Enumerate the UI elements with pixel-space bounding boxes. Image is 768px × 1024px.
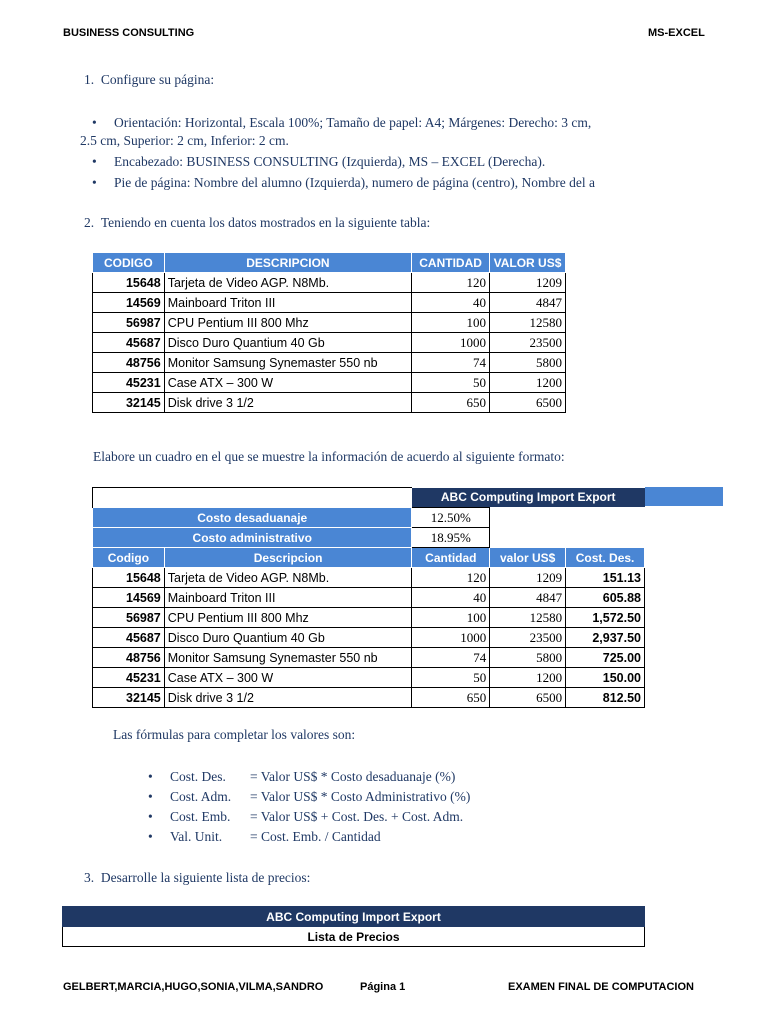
table-row bbox=[93, 393, 566, 413]
cell-valor: 4847 bbox=[490, 588, 566, 608]
formula-item bbox=[148, 769, 455, 785]
col-cost-des: Cost. Des. bbox=[566, 548, 645, 568]
cell-descripcion: Case ATX – 300 W bbox=[164, 373, 411, 393]
col-descripcion: Descripcion bbox=[164, 548, 412, 568]
bullet-footer: • Pie de página: Nombre del alumno (Izquierda), numero de página (centro), Nombre del a bbox=[92, 175, 595, 190]
cell-descripcion: CPU Pentium III 800 Mhz bbox=[164, 608, 412, 628]
col-valor: VALOR US$ bbox=[490, 253, 566, 273]
header-right: MS-EXCEL bbox=[648, 27, 705, 39]
cell-cantidad: 100 bbox=[412, 608, 490, 628]
cell-codigo: 45231 bbox=[93, 373, 165, 393]
table-row bbox=[93, 353, 566, 373]
cell-codigo: 14569 bbox=[93, 588, 165, 608]
formula-item bbox=[148, 829, 381, 845]
item-1 bbox=[84, 72, 214, 88]
cell-descripcion: Mainboard Triton III bbox=[164, 588, 412, 608]
item-2 bbox=[84, 215, 430, 231]
cell-codigo: 45687 bbox=[93, 333, 165, 353]
table-row bbox=[93, 648, 645, 668]
cell-cost-des: 725.00 bbox=[566, 648, 645, 668]
cell-cost-des: 151.13 bbox=[566, 568, 645, 588]
price-list-title: ABC Computing Import Export bbox=[63, 907, 645, 927]
cell-descripcion: Disk drive 3 1/2 bbox=[164, 688, 412, 708]
bullet-icon: • bbox=[92, 154, 97, 169]
cell-codigo: 48756 bbox=[93, 648, 165, 668]
formula-name: Cost. Adm. bbox=[170, 789, 232, 804]
footer-left: GELBERT,MARCIA,HUGO,SONIA,VILMA,SANDRO bbox=[63, 981, 324, 993]
formula-name: Cost. Des. bbox=[170, 769, 226, 784]
cost-table-title-row bbox=[93, 488, 645, 508]
cell-valor: 5800 bbox=[490, 648, 566, 668]
cell-valor: 1209 bbox=[490, 568, 566, 588]
col-cantidad: CANTIDAD bbox=[412, 253, 490, 273]
bullet-orientation-cont: 2.5 cm, Superior: 2 cm, Inferior: 2 cm. bbox=[80, 133, 289, 148]
header-left: BUSINESS CONSULTING bbox=[63, 27, 195, 39]
cell-valor: 23500 bbox=[490, 333, 566, 353]
table-row bbox=[93, 628, 645, 648]
cell-cost-des: 605.88 bbox=[566, 588, 645, 608]
cell-codigo: 15648 bbox=[93, 568, 165, 588]
footer-center: Página 1 bbox=[360, 981, 406, 993]
col-valor: valor US$ bbox=[490, 548, 566, 568]
col-cantidad: Cantidad bbox=[412, 548, 490, 568]
cell-codigo: 45687 bbox=[93, 628, 165, 648]
cell-descripcion: Disco Duro Quantium 40 Gb bbox=[164, 628, 412, 648]
cell-cost-des: 812.50 bbox=[566, 688, 645, 708]
cell-cantidad: 1000 bbox=[412, 333, 490, 353]
table-header-row bbox=[93, 253, 566, 273]
bullet-icon: • bbox=[148, 769, 153, 784]
cell-valor: 1200 bbox=[490, 668, 566, 688]
title-band-extension bbox=[645, 487, 723, 506]
item-2-number: 2. bbox=[84, 215, 95, 230]
table-row bbox=[93, 568, 645, 588]
param-label: Costo desaduanaje bbox=[93, 508, 412, 528]
param-value: 12.50% bbox=[412, 508, 490, 528]
param-row bbox=[93, 508, 645, 528]
cell-cantidad: 120 bbox=[412, 273, 490, 293]
cell-codigo: 32145 bbox=[93, 688, 165, 708]
table-row bbox=[93, 333, 566, 353]
cell-valor: 4847 bbox=[490, 293, 566, 313]
bullet-icon: • bbox=[92, 175, 97, 190]
cell-cantidad: 1000 bbox=[412, 628, 490, 648]
cell-valor: 23500 bbox=[490, 628, 566, 648]
table-row bbox=[93, 313, 566, 333]
cell-descripcion: Disco Duro Quantium 40 Gb bbox=[164, 333, 411, 353]
cell-codigo: 14569 bbox=[93, 293, 165, 313]
footer-right: EXAMEN FINAL DE COMPUTACION bbox=[508, 981, 694, 993]
cell-valor: 6500 bbox=[490, 393, 566, 413]
formula-expr: = Valor US$ + Cost. Des. + Cost. Adm. bbox=[250, 809, 464, 824]
bullet-icon: • bbox=[148, 829, 153, 844]
cell-codigo: 45231 bbox=[93, 668, 165, 688]
bullet-icon: • bbox=[148, 789, 153, 804]
cell-descripcion: Mainboard Triton III bbox=[164, 293, 411, 313]
formula-name: Cost. Emb. bbox=[170, 809, 231, 824]
table-row bbox=[93, 668, 645, 688]
formula-expr: = Valor US$ * Costo Administrativo (%) bbox=[250, 789, 471, 804]
cell-cost-des: 150.00 bbox=[566, 668, 645, 688]
col-descripcion: DESCRIPCION bbox=[164, 253, 411, 273]
cell-cantidad: 50 bbox=[412, 668, 490, 688]
cost-table-title: ABC Computing Import Export bbox=[412, 488, 645, 508]
bullet-icon: • bbox=[148, 809, 153, 824]
cell-codigo: 15648 bbox=[93, 273, 165, 293]
cell-valor: 12580 bbox=[490, 313, 566, 333]
cell-codigo: 32145 bbox=[93, 393, 165, 413]
cell-descripcion: Tarjeta de Video AGP. N8Mb. bbox=[164, 273, 411, 293]
cell-cost-des: 2,937.50 bbox=[566, 628, 645, 648]
formula-name: Val. Unit. bbox=[170, 829, 223, 844]
item-3-text: Desarrolle la siguiente lista de precios: bbox=[100, 870, 311, 885]
cell-cantidad: 100 bbox=[412, 313, 490, 333]
cell-valor: 1209 bbox=[490, 273, 566, 293]
elabore-text: Elabore un cuadro en el que se muestre la información de acuerdo al siguiente formato: bbox=[93, 449, 565, 464]
table-row bbox=[93, 273, 566, 293]
products-table bbox=[92, 252, 566, 413]
formula-expr: = Valor US$ * Costo desaduanaje (%) bbox=[250, 769, 456, 784]
price-list-subtitle: Lista de Precios bbox=[63, 927, 645, 947]
table-row bbox=[93, 688, 645, 708]
cost-table-header-row bbox=[93, 548, 645, 568]
cell-descripcion: Disk drive 3 1/2 bbox=[164, 393, 411, 413]
bullet-header: • Encabezado: BUSINESS CONSULTING (Izquierda), MS – EXCEL (Derecha). bbox=[92, 154, 546, 169]
cell-descripcion: Monitor Samsung Synemaster 550 nb bbox=[164, 353, 411, 373]
param-row bbox=[93, 528, 645, 548]
cell-cantidad: 40 bbox=[412, 588, 490, 608]
cell-descripcion: Tarjeta de Video AGP. N8Mb. bbox=[164, 568, 412, 588]
cell-cantidad: 74 bbox=[412, 353, 490, 373]
formula-expr: = Cost. Emb. / Cantidad bbox=[250, 829, 381, 844]
cell-cantidad: 40 bbox=[412, 293, 490, 313]
cell-cantidad: 650 bbox=[412, 393, 490, 413]
cost-table bbox=[92, 487, 645, 708]
table-row bbox=[93, 608, 645, 628]
cell-cantidad: 74 bbox=[412, 648, 490, 668]
cell-cost-des: 1,572.50 bbox=[566, 608, 645, 628]
table-row bbox=[93, 588, 645, 608]
cell-valor: 5800 bbox=[490, 353, 566, 373]
cell-codigo: 56987 bbox=[93, 313, 165, 333]
cell-descripcion: Case ATX – 300 W bbox=[164, 668, 412, 688]
item-3 bbox=[84, 870, 310, 886]
cell-descripcion: CPU Pentium III 800 Mhz bbox=[164, 313, 411, 333]
formula-item bbox=[148, 809, 463, 825]
bullet-icon: • bbox=[92, 115, 97, 130]
cell-valor: 6500 bbox=[490, 688, 566, 708]
formulas-intro: Las fórmulas para completar los valores son: bbox=[113, 727, 356, 742]
table-row bbox=[93, 293, 566, 313]
item-3-number: 3. bbox=[84, 870, 95, 885]
cell-codigo: 48756 bbox=[93, 353, 165, 373]
formula-item bbox=[148, 789, 470, 805]
col-codigo: CODIGO bbox=[93, 253, 165, 273]
item-1-number: 1. bbox=[84, 72, 95, 87]
price-list-table bbox=[62, 906, 645, 947]
item-2-text: Teniendo en cuenta los datos mostrados en la siguiente tabla: bbox=[100, 215, 431, 230]
cell-valor: 12580 bbox=[490, 608, 566, 628]
param-value: 18.95% bbox=[412, 528, 490, 548]
col-codigo: Codigo bbox=[93, 548, 165, 568]
cell-valor: 1200 bbox=[490, 373, 566, 393]
cell-codigo: 56987 bbox=[93, 608, 165, 628]
cell-cantidad: 50 bbox=[412, 373, 490, 393]
cell-descripcion: Monitor Samsung Synemaster 550 nb bbox=[164, 648, 412, 668]
table-row bbox=[93, 373, 566, 393]
cell-cantidad: 120 bbox=[412, 568, 490, 588]
bullet-orientation: • Orientación: Horizontal, Escala 100%; Tamaño de papel: A4; Márgenes: Derecho: 3 cm, bbox=[92, 115, 592, 130]
cell-cantidad: 650 bbox=[412, 688, 490, 708]
item-1-text: Configure su página: bbox=[100, 72, 215, 87]
param-label: Costo administrativo bbox=[93, 528, 412, 548]
